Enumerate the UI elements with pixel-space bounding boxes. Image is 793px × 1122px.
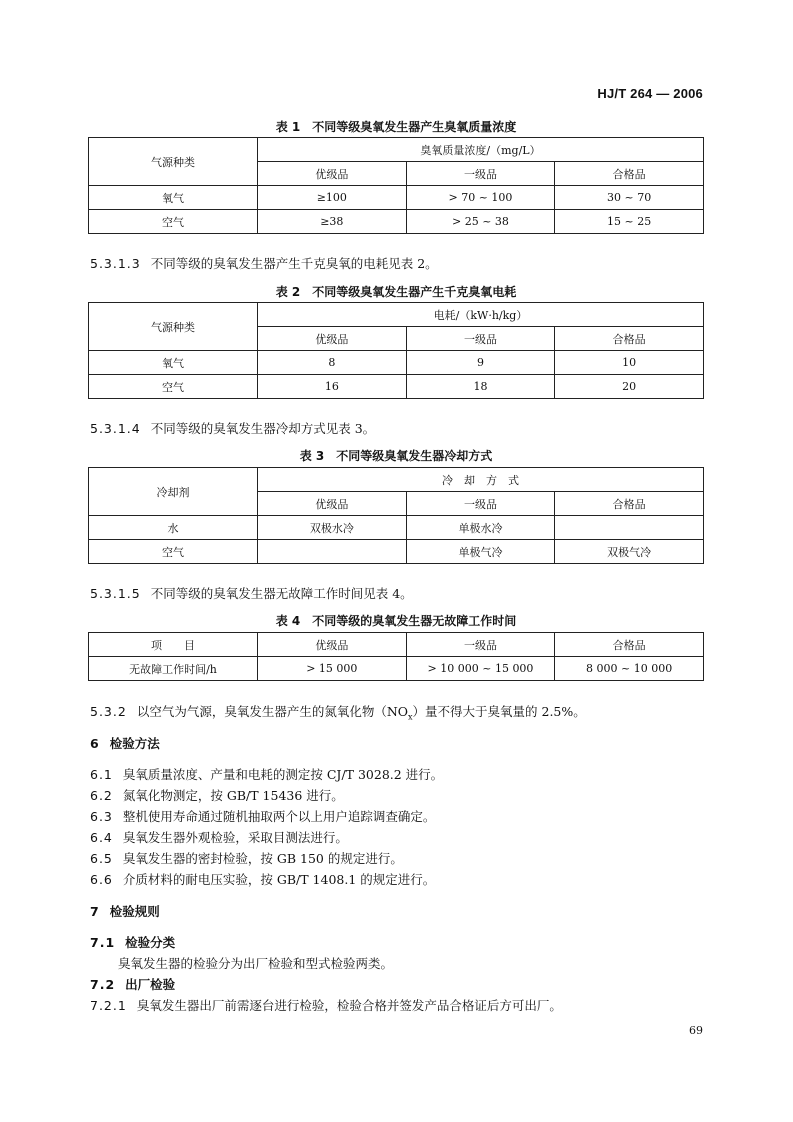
table-1-caption: 表 1 不同等级臭氧发生器产生臭氧质量浓度 bbox=[275, 120, 517, 134]
table-cell: > 10 000 ~ 15 000 bbox=[406, 657, 555, 681]
clause-5-3-1-3 bbox=[90, 254, 438, 272]
table-cell: ≥38 bbox=[258, 210, 407, 234]
table-4-col-header: 项 目 bbox=[89, 633, 258, 657]
table-cell bbox=[258, 540, 407, 564]
table-3-col-header: 合格品 bbox=[555, 492, 704, 516]
clause-5-3-1-4 bbox=[90, 419, 375, 437]
subscript: x bbox=[408, 712, 413, 722]
table-3-group-header: 冷 却 方 式 bbox=[258, 468, 704, 492]
clause-5-3-2 bbox=[90, 702, 586, 722]
table-1-corner: 气源种类 bbox=[89, 138, 258, 186]
row-label: 氧气 bbox=[89, 351, 258, 375]
section-title: 检验规则 bbox=[109, 904, 160, 919]
clause-number: 5.3.2 bbox=[90, 704, 127, 719]
section-title: 出厂检验 bbox=[125, 977, 176, 992]
table-2 bbox=[88, 302, 704, 399]
clause-number: 7.2.1 bbox=[90, 998, 127, 1013]
table-cell: 15 ~ 25 bbox=[555, 210, 704, 234]
table-cell: ≥100 bbox=[258, 186, 407, 210]
section-7-2-heading bbox=[90, 975, 175, 993]
clause-number: 6.5 bbox=[90, 851, 113, 866]
clause-text: 不同等级的臭氧发生器冷却方式见表 3。 bbox=[150, 421, 376, 436]
clause-text: 不同等级的臭氧发生器产生千克臭氧的电耗见表 2。 bbox=[150, 256, 438, 271]
table-cell: > 25 ~ 38 bbox=[406, 210, 555, 234]
table-1 bbox=[88, 137, 704, 234]
table-cell: 8 000 ~ 10 000 bbox=[555, 657, 704, 681]
table-cell: 9 bbox=[406, 351, 555, 375]
list-item bbox=[90, 765, 443, 783]
table-2-col-header: 一级品 bbox=[406, 327, 555, 351]
section-7-1-heading bbox=[90, 933, 175, 951]
table-cell: 双极水冷 bbox=[258, 516, 407, 540]
table-2-group-header: 电耗/（kW·h/kg） bbox=[258, 303, 704, 327]
list-item bbox=[90, 849, 403, 867]
table-3-col-header: 一级品 bbox=[406, 492, 555, 516]
list-item bbox=[90, 870, 435, 888]
clause-number: 5.3.1.3 bbox=[90, 256, 141, 271]
section-number: 6 bbox=[90, 736, 100, 751]
clause-text: 臭氧发生器出厂前需逐台进行检验，检验合格并签发产品合格证后方可出厂。 bbox=[136, 998, 562, 1013]
clause-number: 6.4 bbox=[90, 830, 113, 845]
table-4-caption: 表 4 不同等级的臭氧发生器无故障工作时间 bbox=[275, 614, 517, 628]
table-row bbox=[89, 186, 704, 210]
table-row bbox=[89, 351, 704, 375]
clause-number: 6.3 bbox=[90, 809, 113, 824]
table-2-col-header: 合格品 bbox=[555, 327, 704, 351]
table-1-col-header: 一级品 bbox=[406, 162, 555, 186]
table-1-col-header: 合格品 bbox=[555, 162, 704, 186]
row-label: 空气 bbox=[89, 375, 258, 399]
row-label: 空气 bbox=[89, 210, 258, 234]
clause-7-2-1 bbox=[90, 996, 562, 1014]
table-cell: 20 bbox=[555, 375, 704, 399]
table-cell: 双极气冷 bbox=[555, 540, 704, 564]
document-header: HJ/T 264 — 2006 bbox=[597, 86, 703, 101]
table-3 bbox=[88, 467, 704, 564]
section-7-heading bbox=[90, 902, 160, 920]
clause-text: 臭氧发生器外观检验，采取目测法进行。 bbox=[122, 830, 348, 845]
table-row bbox=[89, 657, 704, 681]
table-cell: 30 ~ 70 bbox=[555, 186, 704, 210]
row-label: 无故障工作时间/h bbox=[89, 657, 258, 681]
row-label: 水 bbox=[89, 516, 258, 540]
section-7-1-text: 臭氧发生器的检验分为出厂检验和型式检验两类。 bbox=[118, 956, 394, 971]
table-cell: 单极水冷 bbox=[406, 516, 555, 540]
table-1-col-header: 优级品 bbox=[258, 162, 407, 186]
table-row bbox=[89, 210, 704, 234]
table-row bbox=[89, 375, 704, 399]
table-cell: 8 bbox=[258, 351, 407, 375]
list-item bbox=[90, 828, 348, 846]
clause-number: 6.2 bbox=[90, 788, 113, 803]
table-cell bbox=[555, 516, 704, 540]
clause-text: 氮氧化物测定，按 GB/T 15436 进行。 bbox=[122, 788, 344, 803]
section-title: 检验方法 bbox=[109, 736, 160, 751]
table-row bbox=[89, 516, 704, 540]
section-number: 7 bbox=[90, 904, 100, 919]
clause-text: 整机使用寿命通过随机抽取两个以上用户追踪调查确定。 bbox=[122, 809, 436, 824]
table-cell: > 70 ~ 100 bbox=[406, 186, 555, 210]
table-1-group-header: 臭氧质量浓度/（mg/L） bbox=[258, 138, 704, 162]
clause-number: 6.1 bbox=[90, 767, 113, 782]
table-3-caption: 表 3 不同等级臭氧发生器冷却方式 bbox=[299, 449, 493, 463]
clause-text: 臭氧质量浓度、产量和电耗的测定按 CJ/T 3028.2 进行。 bbox=[122, 767, 444, 782]
table-4-col-header: 一级品 bbox=[406, 633, 555, 657]
table-2-caption: 表 2 不同等级臭氧发生器产生千克臭氧电耗 bbox=[275, 285, 517, 299]
table-cell: 16 bbox=[258, 375, 407, 399]
section-6-heading bbox=[90, 734, 160, 752]
list-item bbox=[90, 807, 435, 825]
table-cell: 单极气冷 bbox=[406, 540, 555, 564]
table-cell: 10 bbox=[555, 351, 704, 375]
section-number: 7.2 bbox=[90, 977, 116, 992]
table-3-col-header: 优级品 bbox=[258, 492, 407, 516]
row-label: 氧气 bbox=[89, 186, 258, 210]
clause-text: 以空气为气源，臭氧发生器产生的氮氧化物（NO bbox=[136, 704, 408, 719]
clause-number: 6.6 bbox=[90, 872, 113, 887]
section-number: 7.1 bbox=[90, 935, 116, 950]
table-3-corner: 冷却剂 bbox=[89, 468, 258, 516]
table-4-col-header: 优级品 bbox=[258, 633, 407, 657]
clause-text: ）量不得大于臭氧量的 2.5%。 bbox=[412, 704, 586, 719]
page-number: 69 bbox=[689, 1024, 703, 1037]
section-title: 检验分类 bbox=[125, 935, 176, 950]
table-4 bbox=[88, 632, 704, 681]
clause-number: 5.3.1.5 bbox=[90, 586, 141, 601]
table-2-col-header: 优级品 bbox=[258, 327, 407, 351]
clause-text: 不同等级的臭氧发生器无故障工作时间见表 4。 bbox=[150, 586, 413, 601]
table-cell: > 15 000 bbox=[258, 657, 407, 681]
clause-number: 5.3.1.4 bbox=[90, 421, 141, 436]
table-4-col-header: 合格品 bbox=[555, 633, 704, 657]
clause-text: 臭氧发生器的密封检验，按 GB 150 的规定进行。 bbox=[122, 851, 403, 866]
clause-5-3-1-5 bbox=[90, 584, 413, 602]
clause-text: 介质材料的耐电压实验，按 GB/T 1408.1 的规定进行。 bbox=[122, 872, 436, 887]
row-label: 空气 bbox=[89, 540, 258, 564]
list-item bbox=[90, 786, 344, 804]
table-row bbox=[89, 540, 704, 564]
table-2-corner: 气源种类 bbox=[89, 303, 258, 351]
table-cell: 18 bbox=[406, 375, 555, 399]
